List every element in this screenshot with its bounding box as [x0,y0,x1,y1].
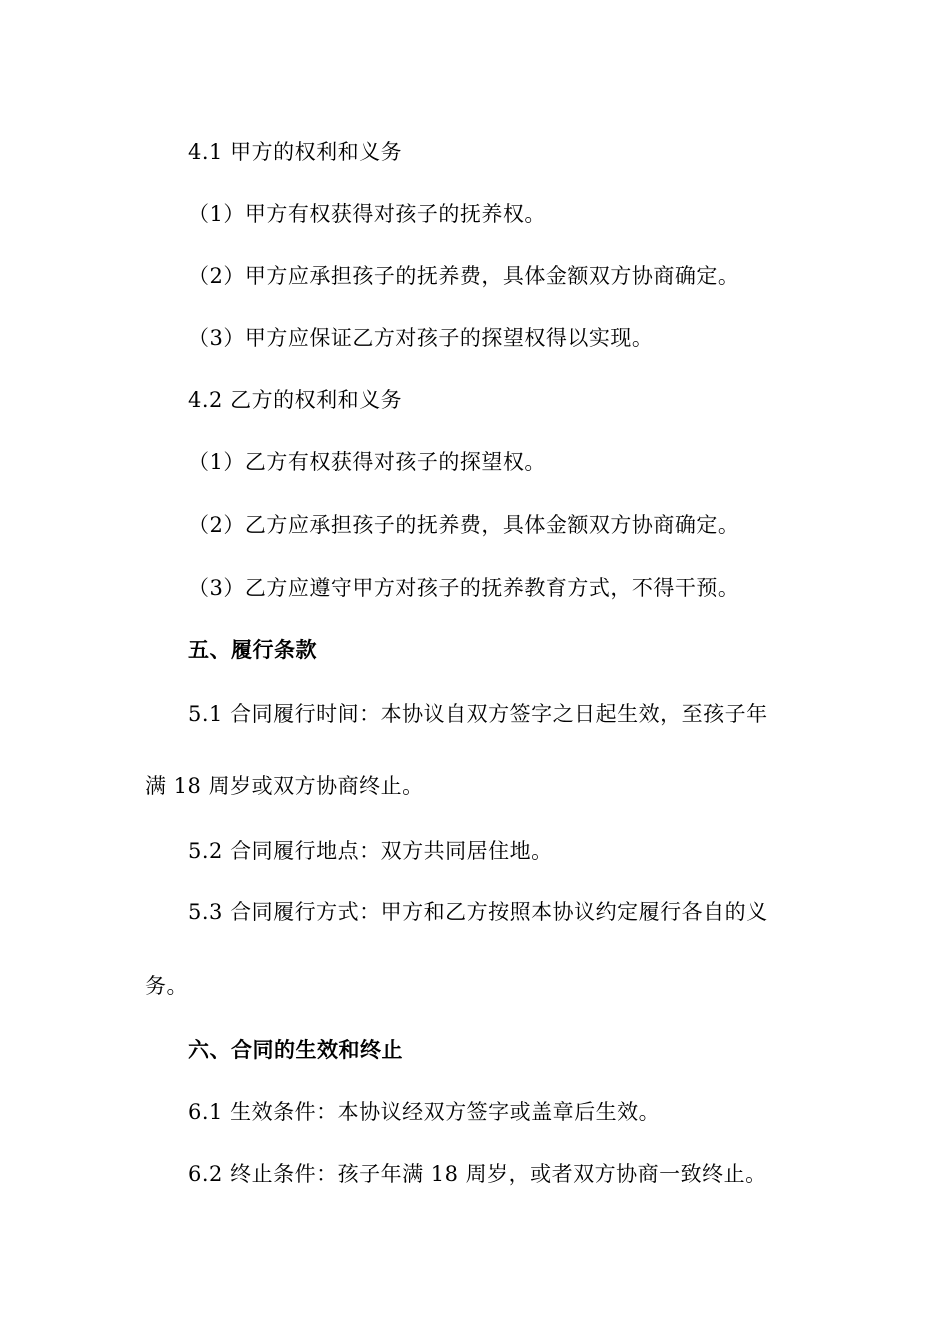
section-4-2-heading: 4.2 乙方的权利和义务 [188,388,403,412]
clause-5-3-line-1: 5.3 合同履行方式：甲方和乙方按照本协议约定履行各自的义 [188,900,768,924]
clause-4-2-item-2: （2）乙方应承担孩子的抚养费，具体金额双方协商确定。 [188,513,740,537]
section-5-heading: 五、履行条款 [188,638,317,662]
clause-5-2: 5.2 合同履行地点：双方共同居住地。 [188,839,553,863]
clause-5-3-line-2: 务。 [145,974,188,998]
clause-4-1-item-1: （1）甲方有权获得对孩子的抚养权。 [188,202,546,226]
clause-4-2-item-1: （1）乙方有权获得对孩子的探望权。 [188,450,546,474]
clause-6-1: 6.1 生效条件：本协议经双方签字或盖章后生效。 [188,1100,661,1124]
section-6-heading: 六、合同的生效和终止 [188,1038,403,1062]
clause-5-1-line-1: 5.1 合同履行时间：本协议自双方签字之日起生效，至孩子年 [188,702,768,726]
clause-5-1-line-2: 满 18 周岁或双方协商终止。 [145,774,424,798]
clause-4-2-item-3: （3）乙方应遵守甲方对孩子的抚养教育方式，不得干预。 [188,576,740,600]
clause-4-1-item-3: （3）甲方应保证乙方对孩子的探望权得以实现。 [188,326,654,350]
clause-4-1-item-2: （2）甲方应承担孩子的抚养费，具体金额双方协商确定。 [188,264,740,288]
clause-6-2: 6.2 终止条件：孩子年满 18 周岁，或者双方协商一致终止。 [188,1162,767,1186]
section-4-1-heading: 4.1 甲方的权利和义务 [188,140,403,164]
